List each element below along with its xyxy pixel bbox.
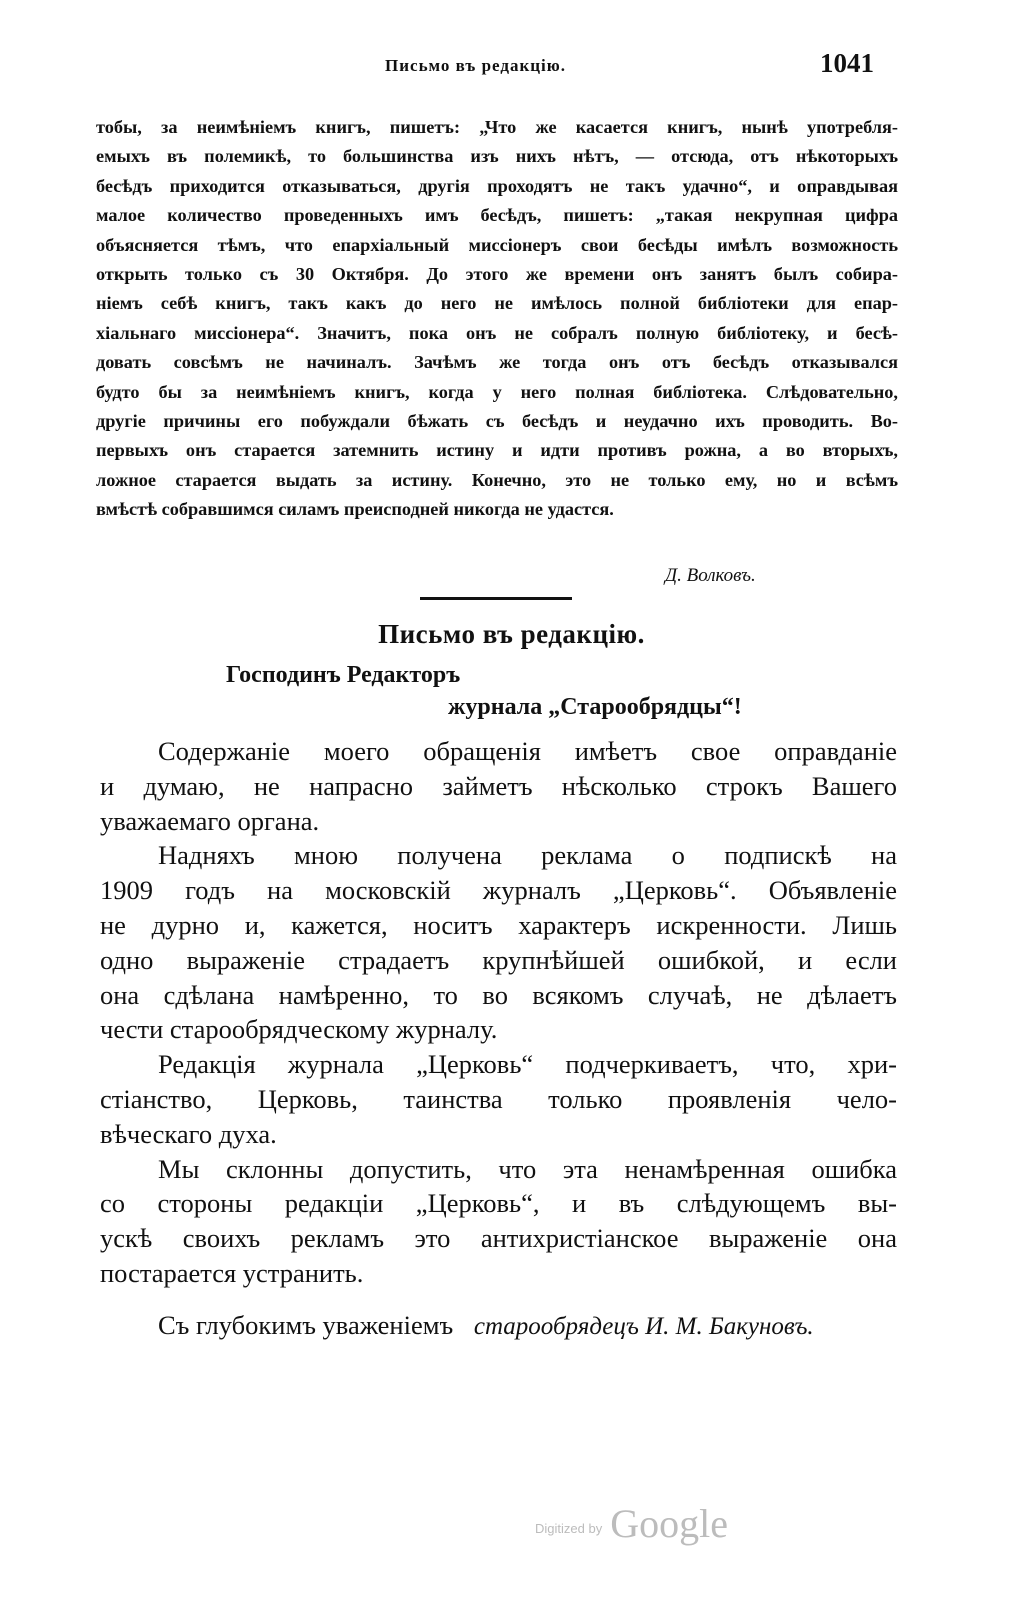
letter-body xyxy=(100,734,897,1291)
text-line: одно выраженіе страдаетъ крупнѣйшей ошибкой, и если xyxy=(100,944,897,975)
text-line: емыхъ въ полемикѣ, то большинства изъ нихъ нѣтъ, — отсюда, отъ нѣкоторыхъ xyxy=(96,146,898,167)
letter-author: старообрядецъ И. М. Бакуновъ. xyxy=(473,1313,814,1340)
text-line: тобы, за неимѣніемъ книгъ, пишетъ: „Что же касается книгъ, нынѣ употребля- xyxy=(96,117,898,137)
text-line: и думаю, не напрасно займетъ нѣсколько строкъ Вашего xyxy=(100,770,897,801)
watermark-prefix: Digitized by xyxy=(535,1521,603,1536)
text-line: Содержаніе моего обращенія имѣетъ свое оправданіе xyxy=(158,736,897,766)
text-line: Редакція журнала „Церковь“ подчеркиваетъ, что, хри- xyxy=(158,1049,897,1080)
running-title: Письмо въ редакцію. xyxy=(385,56,567,75)
text-line: Надняхъ мною получена реклама о подпискѣ на xyxy=(158,840,897,871)
text-line: стіанство, Церковь, таинства только проявленія чело- xyxy=(100,1083,897,1114)
text-line: чести старообрядческому журналу. xyxy=(100,1014,498,1045)
previous-article-text xyxy=(96,113,898,525)
google-logo: Google xyxy=(610,1501,728,1546)
salutation-line-2: журнала „Старообрядцы“! xyxy=(448,694,742,720)
text-line: другіе причины его побуждали бѣжать съ бесѣдъ и неудачно ихъ проводить. Во- xyxy=(96,411,898,432)
text-line: со стороны редакціи „Церковь“, и въ слѣдующемъ вы- xyxy=(100,1188,897,1219)
text-line: объясняется тѣмъ, что епархіальный миссіонеръ свои бесѣды имѣлъ возможность xyxy=(96,234,898,255)
text-line: хіальнаго миссіонера“. Значитъ, пока онъ не собралъ полную библіотеку, и бесѣ- xyxy=(96,322,898,343)
letter-heading: Письмо въ редакцію. xyxy=(378,619,645,649)
running-head xyxy=(0,48,1023,88)
text-line: она сдѣлана намѣренно, то во всякомъ случаѣ, не дѣлаетъ xyxy=(100,979,897,1010)
salutation-line-1: Господинъ Редакторъ xyxy=(226,662,461,688)
text-line: не дурно и, кажется, носитъ характеръ искренности. Лишь xyxy=(100,909,897,940)
page-number: 1041 xyxy=(820,48,874,78)
text-line: ніемъ себѣ книгъ, такъ какъ до него не имѣлось полной библіотеки для епар- xyxy=(96,293,898,314)
letter-closing xyxy=(158,1310,814,1341)
text-line: ложное старается выдать за истину. Конечно, это не только ему, но и всѣмъ xyxy=(96,469,898,490)
text-line: будто бы за неимѣніемъ книгъ, когда у него полная библіотека. Слѣдовательно, xyxy=(96,381,898,402)
text-line: уважаемаго органа. xyxy=(100,805,320,836)
closing-phrase: Съ глубокимъ уваженіемъ xyxy=(158,1310,454,1340)
text-line: вмѣстѣ собравшимся силамъ преисподней никогда не удастся. xyxy=(96,499,614,520)
previous-article-signature: Д. Волковъ. xyxy=(665,565,756,586)
text-line: постарается устранить. xyxy=(100,1257,364,1288)
text-line: малое количество проведенныхъ имъ бесѣдъ, пишетъ: „такая некрупная цифра xyxy=(96,205,898,226)
text-line: первыхъ онъ старается затемнить истину и идти противъ рожна, а во вторыхъ, xyxy=(96,440,898,461)
text-line: довать совсѣмъ не начиналъ. Зачѣмъ же тогда онъ отъ бесѣдъ отказывался xyxy=(96,352,898,373)
text-line: ускѣ своихъ рекламъ это антихристіанское выраженіе она xyxy=(100,1223,897,1254)
text-line: открыть только съ 30 Октября. До этого же времени онъ занятъ былъ собира- xyxy=(96,264,898,285)
text-line: вѣческаго духа. xyxy=(100,1118,277,1149)
text-line: бесѣдъ приходится отказываться, другія проходятъ не такъ удачно“, и оправдывая xyxy=(96,175,898,196)
digitized-watermark xyxy=(535,1500,728,1546)
text-line: Мы склонны допустить, что эта ненамѣренная ошибка xyxy=(158,1153,897,1184)
text-line: 1909 годъ на московскій журналъ „Церковь“. Объявленіе xyxy=(100,875,897,906)
section-divider xyxy=(420,597,572,600)
